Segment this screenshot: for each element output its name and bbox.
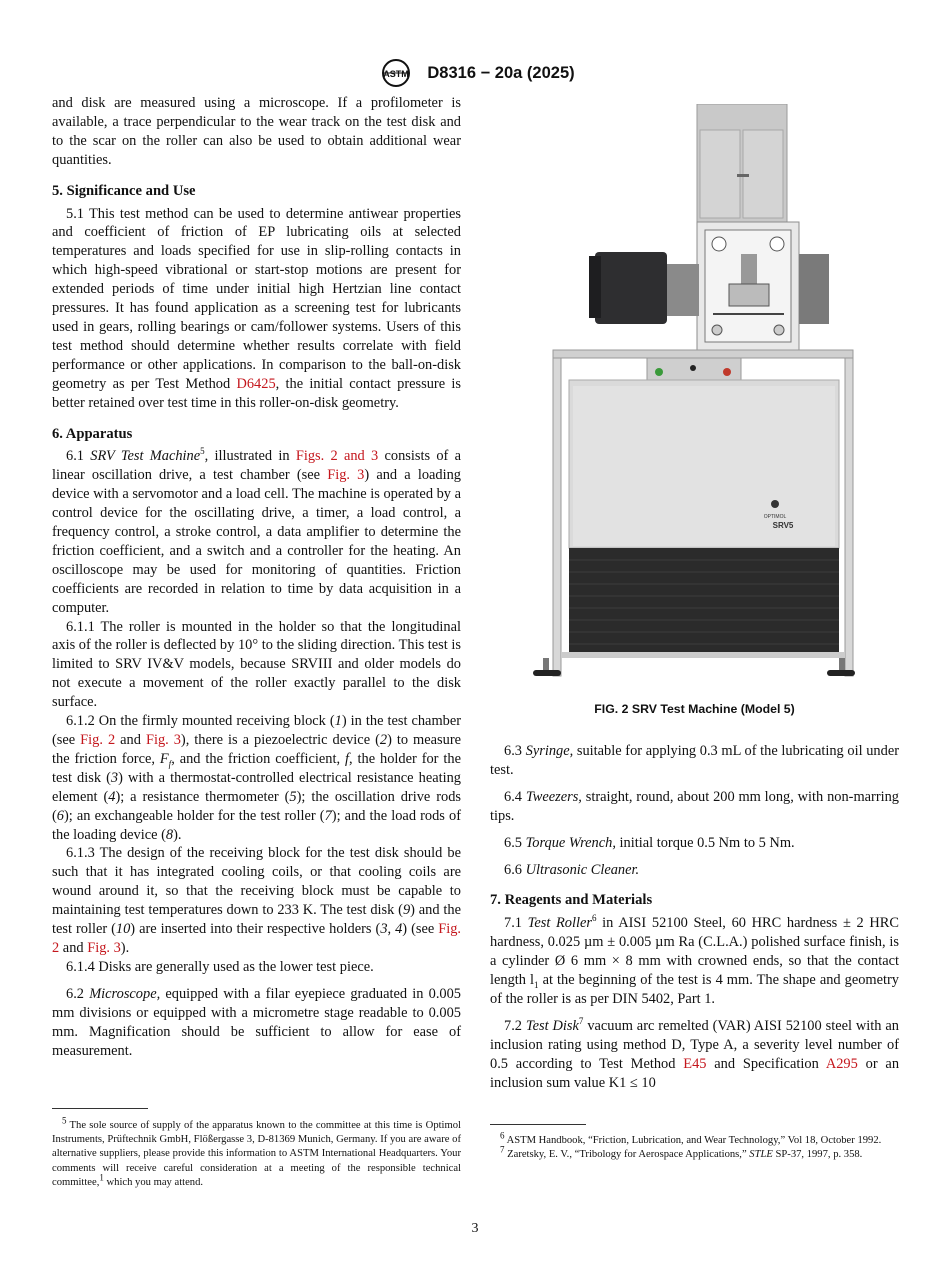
paragraph-6-4: 6.4 Tweezers, straight, round, about 200 mm long, with non-marring tips. <box>490 788 899 824</box>
paragraph-6-3: 6.3 Syringe, suitable for applying 0.3 mL of the lubricating oil under test. <box>490 743 899 778</box>
link-fig-3[interactable]: Fig. 3 <box>87 939 121 956</box>
figure-caption: FIG. 2 SRV Test Machine (Model 5) <box>594 702 795 716</box>
green-indicator-icon <box>655 368 663 376</box>
paragraph-6-1-4: 6.1.4 Disks are generally used as the lower test piece. <box>66 958 374 975</box>
model-text: SRV5 <box>772 521 794 530</box>
srv-machine-illustration <box>529 104 861 696</box>
brand-logo-icon <box>771 500 779 508</box>
link-a295[interactable]: A295 <box>825 1055 858 1072</box>
section-7-title: 7. Reagents and Materials <box>490 892 653 909</box>
section-5-title: 5. Significance and Use <box>52 182 196 199</box>
logo-text: ASTM <box>383 69 410 79</box>
paragraph-7-1: 7.1 Test Roller$^6$ in AISI 52100 Steel, 60 HRC hardness ± 2 HRC hardness, 0.025 µm ± 0.005 µm Ra (C.L.A.) polished surface finish, is a cylinder Ø 6 mm × 8 mm with crowned ends, so that the contact length $l_1$ at the beginning of the test is 4 mm. The shape and geometry of the roller is as per DIN 5402, Part 1. <box>490 913 899 1007</box>
link-fig-3[interactable]: Fig. 3 <box>327 467 365 484</box>
link-fig-3[interactable]: Fig. 3 <box>145 732 181 748</box>
left-column <box>52 94 461 1060</box>
paragraph-6-2: 6.2 Microscope, equipped with a filar eyepiece graduated in 0.005 mm divisions or equipped with a micrometre stage readable to 0.005 mm. Magnification should be sufficient to allow for ease of measurement. <box>52 985 461 1059</box>
paragraph-6-6: 6.6 Ultrasonic Cleaner. <box>504 861 640 878</box>
footnotes-right <box>490 1130 899 1162</box>
right-column <box>490 742 899 1093</box>
page-number: 3 <box>471 1221 479 1236</box>
intro-paragraph: and disk are measured using a microscope. If a profilometer is available, a trace perpendicular to the wear track on the test disk and to the scar on the roller can also be used to obtain additional wear quantities. <box>52 95 461 168</box>
section-6-title: 6. Apparatus <box>52 425 133 442</box>
paragraph-7-2: 7.2 Test Disk$^7$ vacuum arc remelted (VAR) AISI 52100 steel with an inclusion rating using method D, Type A, a severity level number of 0.5 according to Test Method E45 and Specification A295 or an inclusion sum value K1 ≤ 10 <box>490 1016 900 1091</box>
astm-logo-icon <box>375 58 417 88</box>
footnote-rule <box>52 1108 148 1109</box>
footnote-6: $^6$ ASTM Handbook, “Friction, Lubrication, and Wear Technology,” Vol 18, October 1992. <box>500 1130 882 1146</box>
paragraph-6-1: 6.1 SRV Test Machine$^5$, illustrated in Figs. 2 and 3 consists of a linear oscillation drive, a test chamber (see Fig. 3) and a loading device with a servomotor and a load cell. The machine is operated by a control device for the oscillating drive, a timer, a load control, a frequency control, a stroke control, a data amplifier to determine the friction coefficient, and a switch and a controller for the heating. An oscilloscope may be used for monitoring of quantities. Friction coefficients are recorded in relation to time by data acquisition in a computer. <box>52 446 462 616</box>
footnote-rule <box>490 1124 586 1125</box>
link-figs-2-3[interactable]: Figs. 2 and 3 <box>295 448 379 465</box>
figure-srv-machine <box>529 104 861 701</box>
paragraph-6-1-1: 6.1.1 The roller is mounted in the holder so that the longitudinal axis of the roller is deflected by 10° to the sliding direction. This test is limited to SRV IV&V models, because SRVIII and older models do not execute a movement of the roller exactly parallel to the disk surface. <box>52 618 461 711</box>
link-d6425[interactable]: D6425 <box>236 375 276 392</box>
paragraph-6-5: 6.5 Torque Wrench, initial torque 0.5 Nm to 5 Nm. <box>504 834 795 851</box>
paragraph-6-1-2: 6.1.2 On the firmly mounted receiving block (1) in the test chamber (see Fig. 2 and Fig. 3), there is a piezoelectric device (2) to measure the friction force, $F_f$, and the friction coefficient, f, the holder for the test disk (3) with a thermostat-controlled electrical resistance heating element (4); a resistance thermometer (5); the oscillation drive rods (6); an exchangeable holder for the test roller (7); and the load rods of the loading device (8). <box>52 713 462 843</box>
brand-text: OPTIMOL <box>763 514 787 520</box>
link-fig-2[interactable]: Fig. 2 <box>52 921 462 956</box>
footnote-7: $^7$ Zaretsky, E. V., “Tribology for Aerospace Applications,” STLE SP-37, 1997, p. 358. <box>500 1144 863 1161</box>
red-indicator-icon <box>723 368 731 376</box>
paragraph-6-1-3: 6.1.3 The design of the receiving block for the test disk should be such that it has integrated cooling coils, or that cooling coils are wound around it, so that the receiving block must be capable to maintaining test temperatures down to 233 K. The test disk (9) and the test roller (10) are inserted into their respective holders (3, 4) (see Fig. 2 and Fig. 3). <box>52 845 462 956</box>
footnote-5: $^5$ The sole source of supply of the apparatus known to the committee at this time is Optimol Instruments, Prüftechnik GmbH, Flößergasse 3, D-81369 Munich, Germany. If you are aware of alternative suppliers, please provide this information to ASTM International Headquarters. Your comments will receive careful consideration at a meeting of the responsible technical committee,$^1$ which you may attend. <box>52 1115 461 1188</box>
link-fig-2[interactable]: Fig. 2 <box>80 732 116 748</box>
document-code: D8316 − 20a (2025) <box>427 63 575 82</box>
paragraph-5-1: 5.1 This test method can be used to determine antiwear properties and coefficient of friction of EP lubricating oils at selected temperatures and loads specified for use in slip-rolling contacts in which high-speed vibrational or start-stop motions are present for extended periods of time under initial high Hertzian line contact pressures. It has found application as a screening test for lubricants used in gears, rolling bearings or cam/follower systems. Users of this test method should determine whether results correlate with field performance or other applications. In comparison to the ball-on-disk geometry as per Test Method D6425, the initial contact pressure is better retained over test time in this roller-on-disk geometry. <box>52 205 461 411</box>
link-e45[interactable]: E45 <box>683 1055 707 1072</box>
page-header <box>0 58 950 88</box>
